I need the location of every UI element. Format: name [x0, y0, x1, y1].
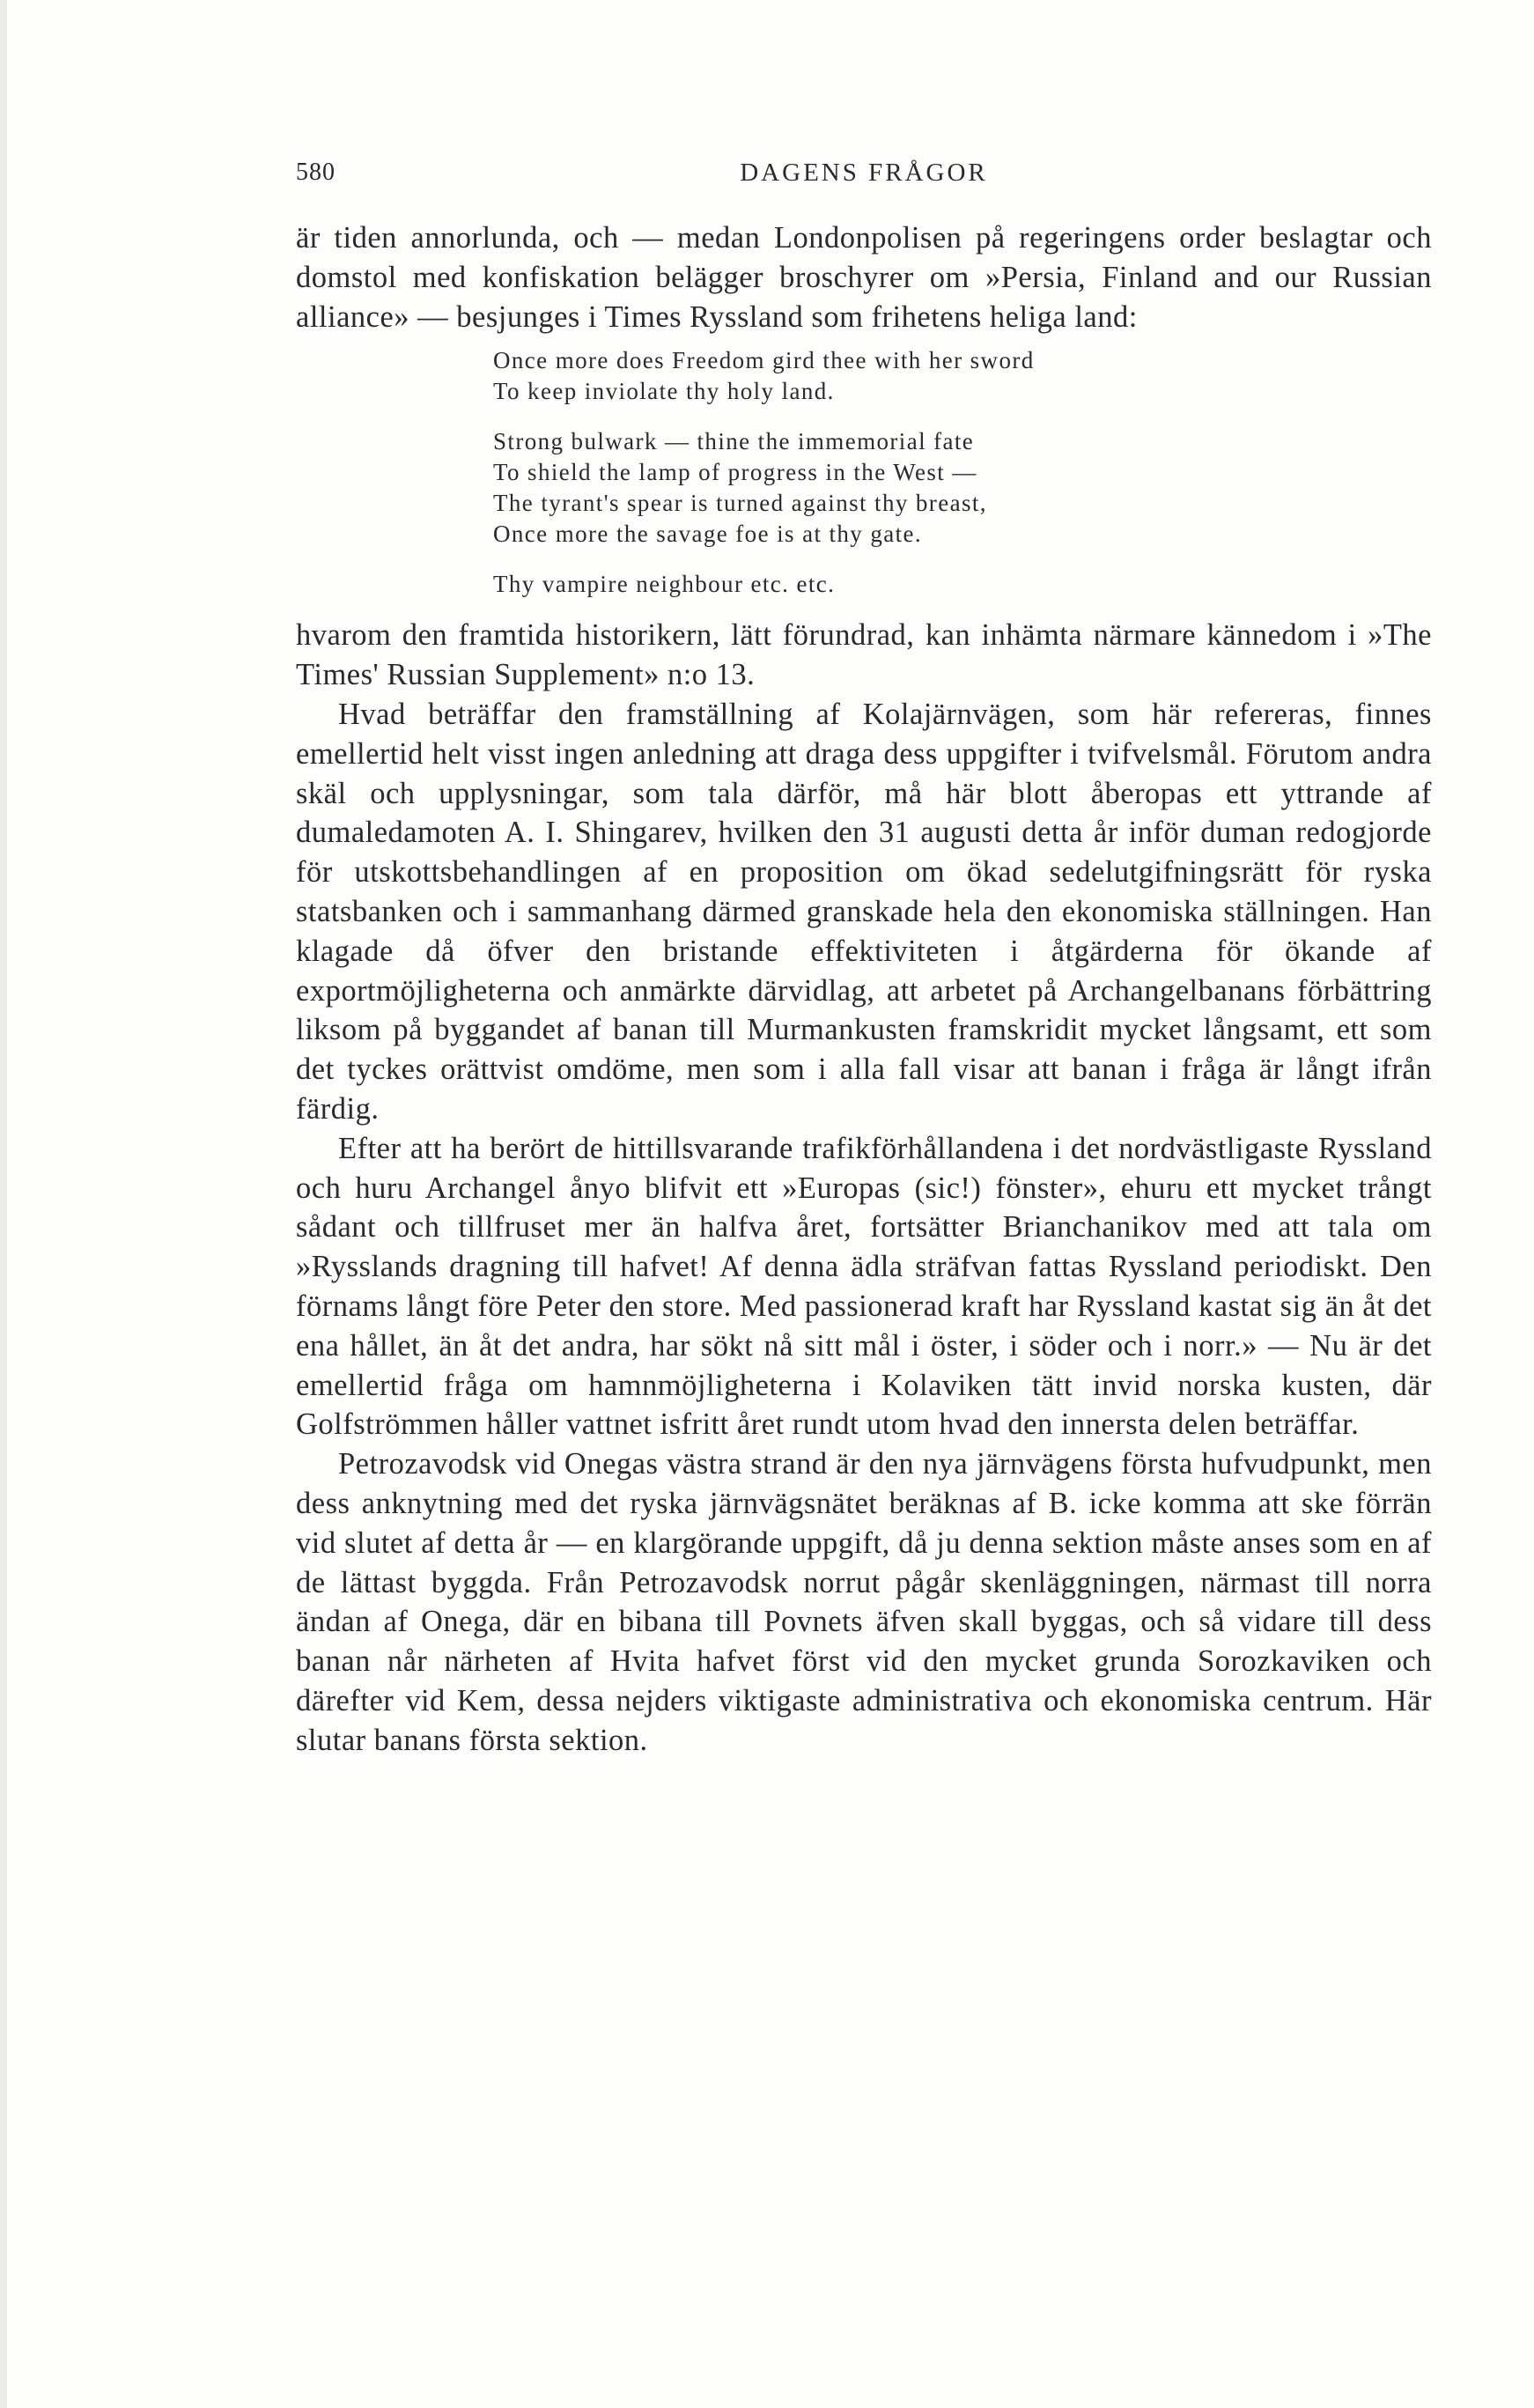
- paragraph-petrozavodsk: Petrozavodsk vid Onegas västra strand är den nya järnvägens första hufvudpunkt, men dess anknytning med det ryska järnvägsnätet beräknas af B. icke komma att ske förrän vid slutet af detta år — en klargörande uppgift, då ju denna sektion måste anses som en af de lättast byggda. Från Petrozavodsk norrut pågår skenläggningen, närmast till norra ändan af Onega, där en bibana till Povnets äfven skall byggas, och så vidare till dess banan når närheten af Hvita hafvet först vid den mycket grunda Sorozkaviken och därefter vid Kem, dessa nejders viktigaste administrativa och ekonomiska centrum. Här slutar banans första sektion.: [296, 1447, 1432, 1757]
- page-header: [296, 150, 1432, 203]
- poem-line: To shield the lamp of progress in the West —: [493, 459, 977, 486]
- poem-line: Once more the savage foe is at thy gate.: [493, 521, 923, 548]
- running-head: DAGENS FRÅGOR: [740, 159, 988, 187]
- paragraph-times-supplement: hvarom den framtida historikern, lätt förundrad, kan inhämta närmare kännedom i »The Times' Russian Supplement» n:o 13.: [296, 618, 1432, 692]
- poem-stanza: [493, 345, 1432, 407]
- poem-line: To keep inviolate thy holy land.: [493, 378, 835, 405]
- poem-line: Thy vampire neighbour etc. etc.: [493, 571, 836, 598]
- body-text: [296, 218, 1432, 1761]
- quoted-poem: [493, 345, 1432, 600]
- text-column: [296, 150, 1432, 1761]
- paragraph-northwest-traffic: Efter att ha berört de hittillsvarande trafikförhållandena i det nordvästligaste Ryssland och huru Archangel ånyo blifvit ett »Europas (sic!) fönster», ehuru ett mycket trångt sådant och tillfruset mer än halfva året, fortsätter Brianchanikov med att tala om »Rysslands dragning till hafvet! Af denna ädla sträfvan fattas Ryssland periodiskt. Den förnams långt före Peter den store. Med passionerad kraft har Ryssland kastat sig än åt det ena hållet, än åt det andra, har sökt nå sitt mål i öster, i söder och i norr.» — Nu är det emellertid fråga om hamnmöjligheterna i Kolaviken tätt invid norska kusten, där Golfströmmen håller vattnet isfritt året rundt utom hvad den innersta delen beträffar.: [296, 1131, 1432, 1442]
- paragraph-intro: är tiden annorlunda, och — medan Londonpolisen på regeringens order beslagtar och domstol med konfiskation belägger broschyrer om »Persia, Finland and our Russian alliance» — besjunges i Times Ryssland som frihetens heliga land:: [296, 221, 1432, 334]
- page-number: 580: [296, 159, 336, 186]
- paragraph-kola-railway: Hvad beträffar den framställning af Kolajärnvägen, som här refereras, finnes emellertid helt visst ingen anledning att draga dess uppgifter i tvifvelsmål. Förutom andra skäl och upplysningar, som tala därför, må här blott åberopas ett yttrande af dumaledamoten A. I. Shingarev, hvilken den 31 augusti detta år inför duman redogjorde för utskottsbehandlingen af en proposition om ökad sedelutgifningsrätt för ryska statsbanken och i sammanhang därmed granskade hela den ekonomiska ställningen. Han klagade då öfver den bristande effektiviteten i åtgärderna för ökande af exportmöjligheterna och anmärkte därvidlag, att arbetet på Archangelbanans förbättring liksom på byggandet af banan till Murmankusten framskridit mycket långsamt, ett som det tyckes orättvist omdöme, men som i alla fall visar att banan i fråga är långt ifrån färdig.: [296, 697, 1432, 1126]
- poem-line: Once more does Freedom gird thee with her sword: [493, 347, 1035, 374]
- poem-stanza: [493, 569, 1432, 600]
- poem-line: Strong bulwark — thine the immemorial fate: [493, 428, 975, 455]
- poem-line: The tyrant's spear is turned against thy breast,: [493, 490, 987, 517]
- poem-stanza: [493, 426, 1432, 550]
